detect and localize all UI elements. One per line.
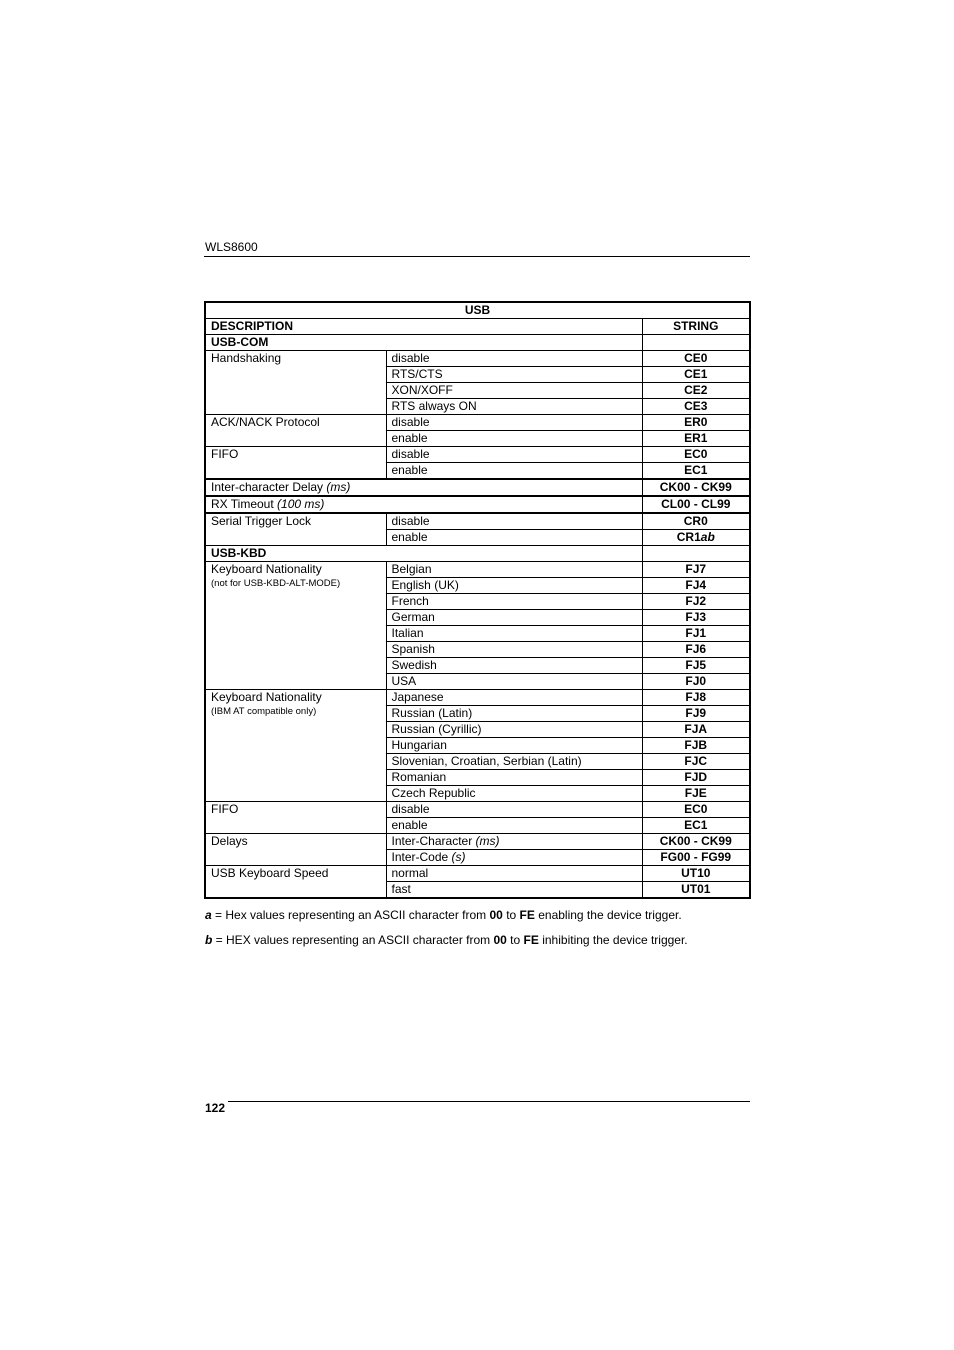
option-string: UT10 bbox=[642, 866, 750, 882]
ack-nack-label: ACK/NACK Protocol bbox=[205, 415, 386, 447]
option-string: FJ5 bbox=[642, 658, 750, 674]
option-string: FJ6 bbox=[642, 642, 750, 658]
option-label: fast bbox=[386, 882, 642, 899]
option-string: FG00 - FG99 bbox=[642, 850, 750, 866]
option-string: CE0 bbox=[642, 351, 750, 367]
option-string: FJ2 bbox=[642, 594, 750, 610]
option-string: FJD bbox=[642, 770, 750, 786]
usb-keyboard-speed-label: USB Keyboard Speed bbox=[205, 866, 386, 899]
option-label: normal bbox=[386, 866, 642, 882]
rx-timeout-label: RX Timeout (100 ms) bbox=[205, 496, 642, 513]
option-label: French bbox=[386, 594, 642, 610]
table-row bbox=[205, 690, 750, 706]
option-string: CE1 bbox=[642, 367, 750, 383]
option-string: EC0 bbox=[642, 802, 750, 818]
table-row bbox=[205, 415, 750, 431]
option-string: CE3 bbox=[642, 399, 750, 415]
option-label: Spanish bbox=[386, 642, 642, 658]
option-string: FJ1 bbox=[642, 626, 750, 642]
fifo-com-label: FIFO bbox=[205, 447, 386, 480]
table-row bbox=[205, 351, 750, 367]
table-row bbox=[205, 496, 750, 513]
option-label: Swedish bbox=[386, 658, 642, 674]
option-label: Slovenian, Croatian, Serbian (Latin) bbox=[386, 754, 642, 770]
option-label: disable bbox=[386, 447, 642, 463]
option-label: disable bbox=[386, 513, 642, 530]
option-label: RTS/CTS bbox=[386, 367, 642, 383]
option-string: EC0 bbox=[642, 447, 750, 463]
option-label: Belgian bbox=[386, 562, 642, 578]
usb-configuration-table bbox=[204, 301, 751, 899]
option-string: ER1 bbox=[642, 431, 750, 447]
serial-trigger-lock-label: Serial Trigger Lock bbox=[205, 513, 386, 546]
page-number: 122 bbox=[205, 1101, 226, 1115]
option-label: enable bbox=[386, 431, 642, 447]
footer-rule bbox=[228, 1101, 750, 1102]
option-label: USA bbox=[386, 674, 642, 690]
fifo-kbd-label: FIFO bbox=[205, 802, 386, 834]
footnote-b: b = HEX values representing an ASCII character from 00 to FE inhibiting the device trigger. bbox=[205, 933, 688, 947]
option-label: disable bbox=[386, 351, 642, 367]
table-row bbox=[205, 562, 750, 578]
option-label: disable bbox=[386, 802, 642, 818]
option-string: FJ4 bbox=[642, 578, 750, 594]
option-label: Japanese bbox=[386, 690, 642, 706]
section-usb-kbd: USB-KBD bbox=[205, 546, 642, 562]
column-header-string: STRING bbox=[642, 319, 750, 335]
option-label: enable bbox=[386, 463, 642, 480]
table-row bbox=[205, 479, 750, 496]
table-row bbox=[205, 834, 750, 850]
footnote-a: a = Hex values representing an ASCII character from 00 to FE enabling the device trigger. bbox=[205, 908, 682, 922]
delays-label: Delays bbox=[205, 834, 386, 866]
table-row bbox=[205, 802, 750, 818]
option-string: ER0 bbox=[642, 415, 750, 431]
option-string: FJA bbox=[642, 722, 750, 738]
option-label: Italian bbox=[386, 626, 642, 642]
section-usb-com-string bbox=[642, 335, 750, 351]
option-string: CE2 bbox=[642, 383, 750, 399]
option-string: FJB bbox=[642, 738, 750, 754]
table-title: USB bbox=[205, 302, 750, 319]
option-label: English (UK) bbox=[386, 578, 642, 594]
option-label: Inter-Character (ms) bbox=[386, 834, 642, 850]
document-header: WLS8600 bbox=[205, 240, 258, 254]
section-usb-kbd-string bbox=[642, 546, 750, 562]
option-label: Hungarian bbox=[386, 738, 642, 754]
handshaking-label: Handshaking bbox=[205, 351, 386, 415]
option-string: FJ9 bbox=[642, 706, 750, 722]
inter-character-delay-label: Inter-character Delay (ms) bbox=[205, 479, 642, 496]
option-label: Russian (Cyrillic) bbox=[386, 722, 642, 738]
rx-timeout-string: CL00 - CL99 bbox=[642, 496, 750, 513]
option-label: enable bbox=[386, 818, 642, 834]
option-string: FJE bbox=[642, 786, 750, 802]
option-label: Russian (Latin) bbox=[386, 706, 642, 722]
keyboard-nationality-label: Keyboard Nationality (not for USB-KBD-ALT-MODE) bbox=[205, 562, 386, 690]
option-label: Romanian bbox=[386, 770, 642, 786]
option-string: FJC bbox=[642, 754, 750, 770]
option-string: UT01 bbox=[642, 882, 750, 899]
option-string: CR1ab bbox=[642, 530, 750, 546]
table-row bbox=[205, 447, 750, 463]
option-string: FJ3 bbox=[642, 610, 750, 626]
option-string: EC1 bbox=[642, 818, 750, 834]
option-label: German bbox=[386, 610, 642, 626]
option-label: Czech Republic bbox=[386, 786, 642, 802]
option-label: RTS always ON bbox=[386, 399, 642, 415]
option-string: CR0 bbox=[642, 513, 750, 530]
keyboard-nationality-ibm-label: Keyboard Nationality (IBM AT compatible only) bbox=[205, 690, 386, 802]
option-label: disable bbox=[386, 415, 642, 431]
section-usb-com: USB-COM bbox=[205, 335, 642, 351]
option-string: FJ0 bbox=[642, 674, 750, 690]
header-rule bbox=[204, 256, 750, 257]
column-header-description: DESCRIPTION bbox=[205, 319, 642, 335]
option-string: FJ8 bbox=[642, 690, 750, 706]
option-label: XON/XOFF bbox=[386, 383, 642, 399]
option-string: FJ7 bbox=[642, 562, 750, 578]
option-string: EC1 bbox=[642, 463, 750, 480]
option-label: enable bbox=[386, 530, 642, 546]
option-label: Inter-Code (s) bbox=[386, 850, 642, 866]
option-string: CK00 - CK99 bbox=[642, 834, 750, 850]
table-row bbox=[205, 866, 750, 882]
table-row bbox=[205, 513, 750, 530]
inter-character-delay-string: CK00 - CK99 bbox=[642, 479, 750, 496]
